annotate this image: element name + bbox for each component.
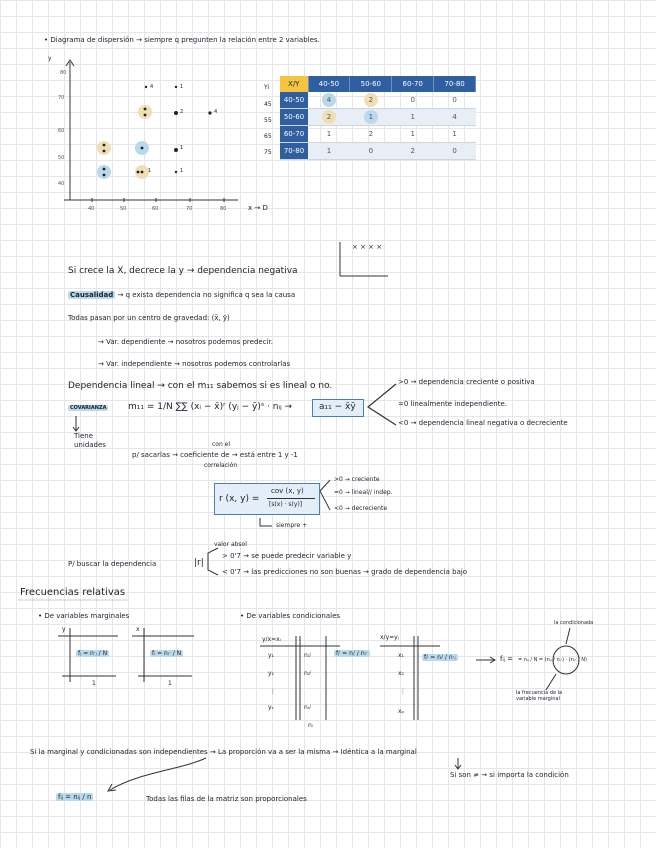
cond-row-y: yₛ: [268, 704, 274, 711]
point-label: 4: [214, 109, 218, 115]
la-condicionada: la condicionada: [554, 620, 594, 626]
r-lt07: < 0'7 → las predicciones no son buenas → grado de dependencia bajo: [222, 568, 468, 576]
marginal-sum-x: 1: [168, 680, 172, 687]
marginal-head-y: y: [62, 626, 66, 633]
cond-row-n: nₛʲ: [304, 704, 312, 711]
cond-n-foot: nᵢ: [308, 722, 313, 729]
x-axis-label: x → D: [248, 204, 268, 212]
abs-r: |r|: [194, 558, 204, 568]
cond-row-x: x₂: [398, 670, 404, 677]
causalidad-highlight: Causalidad: [70, 291, 114, 299]
y-tick: 80: [60, 70, 67, 76]
table-row: [280, 143, 476, 160]
y-tick: 60: [58, 128, 65, 134]
cov-lt0: <0 → dependencia lineal negativa o decreciente: [398, 419, 568, 427]
row-header: 40-50: [280, 92, 308, 109]
cond-head-1: y/x=xᵢ: [262, 636, 281, 643]
r-lt0: <0 → decreciente: [334, 505, 388, 512]
bottom-sentence: Si la marginal y condicionadas son independientes → La proporción va a ser la misma → Idéntica a la marginal: [30, 748, 417, 756]
column-header: 60-70: [392, 76, 434, 92]
cond-row-n: n₁ʲ: [304, 652, 312, 659]
column-header: 40-50: [308, 76, 350, 92]
cond-row-x: xₚ: [398, 708, 405, 715]
table-cell: 0: [350, 143, 392, 160]
mini-chart-marks: × × × ×: [352, 243, 383, 251]
row-midpoint: 45: [264, 101, 272, 108]
x-tick: 40: [88, 206, 95, 212]
cond-row-y: y₂: [268, 670, 274, 677]
filas-proporcionales: Todas las filas de la matriz son proporcionales: [146, 795, 307, 803]
table-cell: 4: [434, 109, 476, 126]
r-gt07: > 0'7 → se puede predecir variable y: [222, 552, 352, 560]
r-gt0: >0 → creciente: [334, 476, 380, 483]
column-header: 50-60: [350, 76, 392, 92]
point-label: 2: [180, 109, 184, 115]
x-tick: 60: [152, 206, 159, 212]
point-label: 1: [148, 168, 152, 174]
table-cell: 4: [308, 92, 350, 109]
point-label: 4: [150, 84, 154, 90]
r-formula-box: r (x, y) = cov (x, y) [s(x) · s(y)]: [214, 483, 320, 515]
causalidad-text: → q exista dependencia no significa q sea la causa: [117, 291, 296, 299]
row-header: 70-80: [280, 143, 308, 160]
cond-row-x: ⋮: [400, 688, 406, 695]
note-dep-lineal: Dependencia lineal → con el m₁₁ sabemos si es lineal o no.: [68, 381, 333, 391]
table-row: [280, 109, 476, 126]
table-row: [280, 92, 476, 109]
correlacion-label: correlación: [204, 462, 238, 469]
cov-box: a₁₁ − x̄ȳ: [312, 399, 364, 417]
table-side-label: Yi: [264, 84, 270, 91]
marginales-heading: • De variables marginales: [38, 612, 130, 620]
section-heading: Frecuencias relativas: [20, 587, 126, 598]
note-si-crece: Si crece la X, decrece la y → dependencia negativa: [68, 266, 298, 276]
y-tick: 50: [58, 155, 65, 161]
row-header: 50-60: [280, 109, 308, 126]
table-cell: 1: [434, 126, 476, 143]
row-midpoint: 65: [264, 133, 272, 140]
column-header: 70-80: [434, 76, 476, 92]
page-title: • Diagrama de dispersión → siempre q pregunten la relación entre 2 variables.: [44, 36, 320, 44]
note-var-indep: → Var. independiente → nosotros podemos controlarlas: [98, 360, 291, 368]
frequency-table: [280, 76, 476, 160]
marginal-head-x: x: [136, 626, 140, 633]
y-axis-label: y: [48, 55, 52, 62]
note-causalidad: [68, 291, 295, 300]
cond-row-y: y₁: [268, 652, 274, 659]
table-cell: 2: [350, 126, 392, 143]
table-cell: 1: [350, 109, 392, 126]
x-tick: 50: [120, 206, 127, 212]
marginal-sum-y: 1: [92, 680, 96, 687]
cov-formula: m₁₁ = 1/N ∑∑ (xᵢ − x̄)ʳ (yⱼ − ȳ)ˢ · nᵢⱼ →: [128, 402, 293, 412]
table-cell: 2: [392, 143, 434, 160]
table-cell: 1: [392, 109, 434, 126]
f-cond-2: fᵢʲ = nᵢʲ / n·ⱼ: [424, 654, 456, 661]
r-eq0: =0 → lineal// indep.: [334, 489, 393, 496]
buscar-dependencia: P/ buscar la dependencia: [68, 560, 157, 568]
condicionales-heading: • De variables condicionales: [240, 612, 341, 620]
row-header: 60-70: [280, 126, 308, 143]
siempre-positivo: siempre +: [276, 522, 308, 529]
cond-head-2: x/y=yⱼ: [380, 634, 399, 641]
note-var-dep: → Var. dependiente → nosotros podemos predecir.: [98, 338, 273, 346]
row-midpoint: 55: [264, 117, 272, 124]
table-cell: 0: [434, 143, 476, 160]
marginal-f-x: fᵢ = nᵢ· / N: [152, 650, 182, 657]
f-cond-1: fⱼⁱ = nⱼⁱ / nᵢ·: [336, 650, 368, 657]
point-label: 1: [180, 84, 184, 90]
con-el: con el: [212, 441, 231, 448]
table-cell: 1: [308, 143, 350, 160]
cov-eq0: =0 linealmente independiente.: [398, 400, 507, 408]
y-tick: 70: [58, 95, 65, 101]
table-cell: 1: [308, 126, 350, 143]
fij-box: fᵢⱼ = nᵢⱼ / n: [58, 793, 92, 801]
table-cell: 0: [434, 92, 476, 109]
point-label: 1: [180, 168, 184, 174]
table-cell: 2: [350, 92, 392, 109]
cond-row-n: n₂ʲ: [304, 670, 312, 677]
fij-label: fᵢⱼ =: [500, 655, 514, 663]
note-centro: Todas pasan por un centro de gravedad: (x̄, ȳ): [68, 314, 230, 322]
x-tick: 70: [186, 206, 193, 212]
tiene-unidades: Tiene unidades: [74, 432, 106, 449]
table-cell: 0: [392, 92, 434, 109]
cond-row-x: x₁: [398, 652, 404, 659]
sacarlas: p/ sacarlas → coeficiente de → está entre 1 y -1: [132, 451, 298, 459]
table-corner: X/Y: [280, 76, 308, 92]
table-row: [280, 126, 476, 143]
valor-absoluto: valor absol: [214, 541, 247, 548]
table-cell: 2: [308, 109, 350, 126]
la-frecuencia: la frecuencia de la variable marginal: [516, 690, 563, 702]
cond-row-y: ⋮: [270, 688, 276, 695]
fij-rest: = nᵢⱼ / N = (nᵢⱼ / nᵢ·) · (nᵢ· / N): [518, 657, 587, 663]
marginal-f-y: fⱼ = n·ⱼ / N: [78, 650, 108, 657]
table-cell: 1: [392, 126, 434, 143]
point-label: 1: [180, 145, 184, 151]
si-son-distintas: Si son ≠ → si importa la condición: [450, 771, 569, 779]
x-tick: 80: [220, 206, 227, 212]
y-tick: 40: [58, 181, 65, 187]
row-midpoint: 75: [264, 149, 272, 156]
covarianza-label: COVARIANZA: [70, 405, 107, 411]
cov-gt0: >0 → dependencia creciente o positiva: [398, 378, 535, 386]
